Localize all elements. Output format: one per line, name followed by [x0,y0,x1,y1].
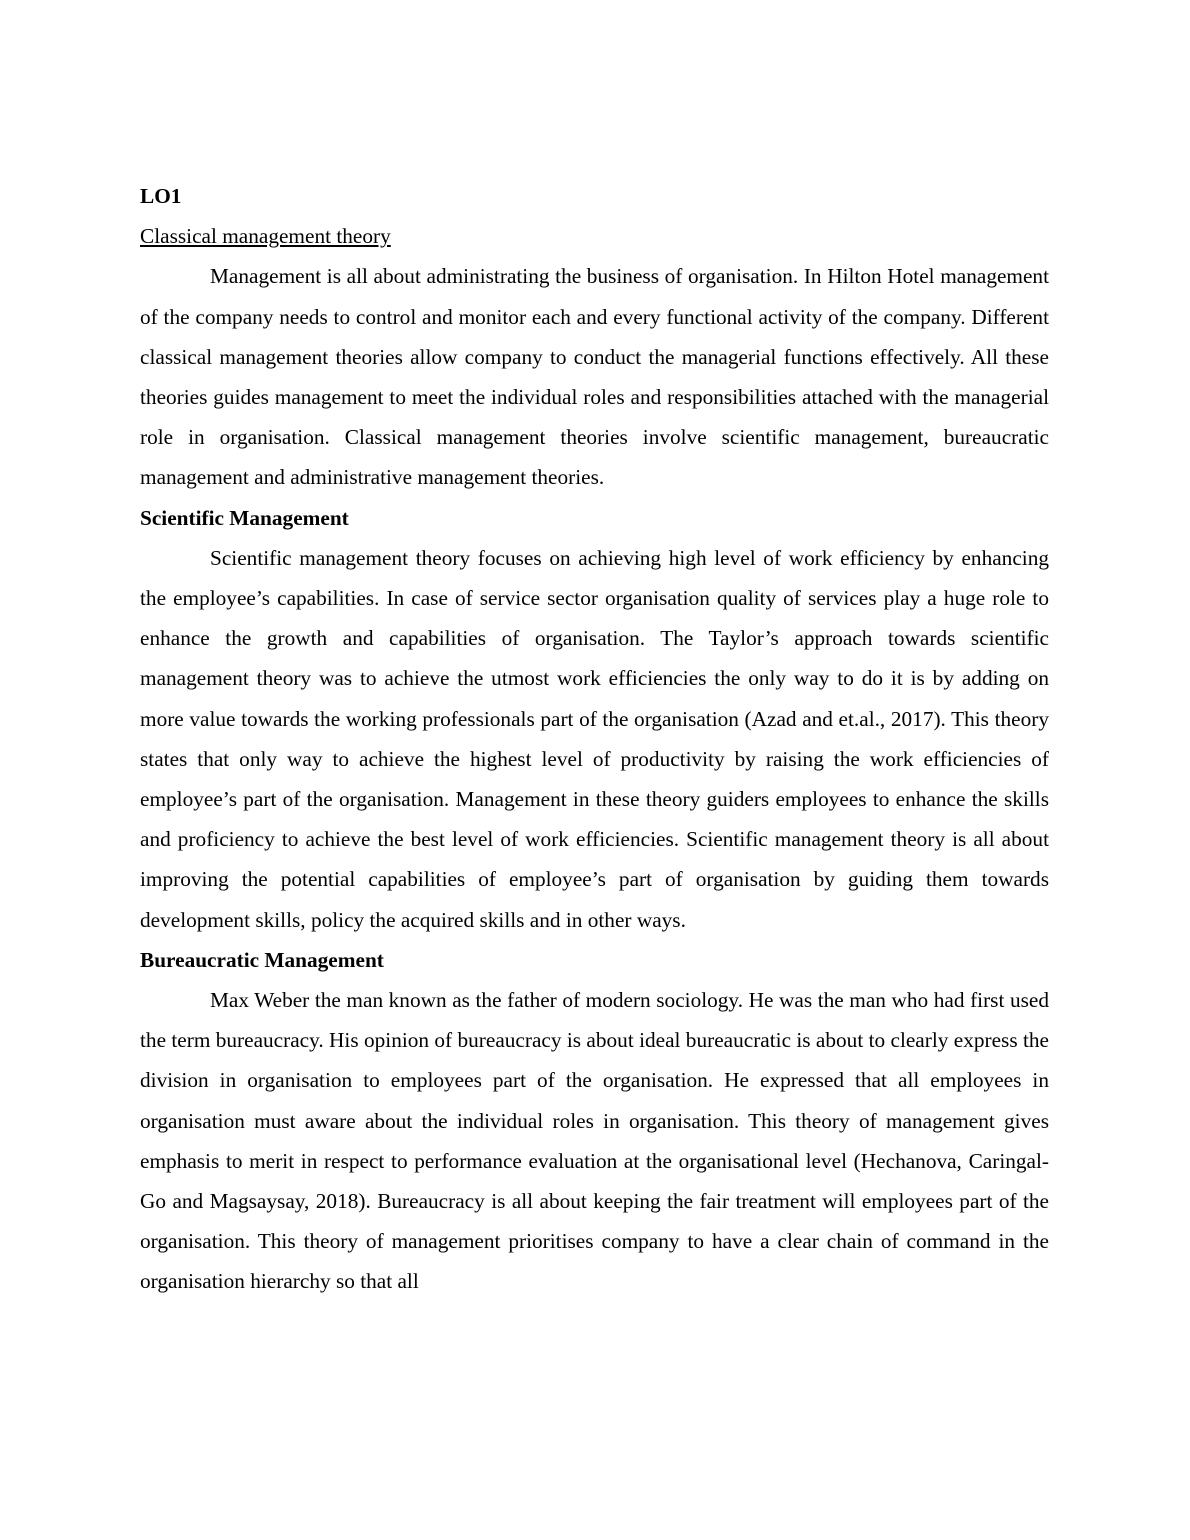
bureaucratic-management-paragraph: Max Weber the man known as the father of modern sociology. He was the man who had first used the term bureaucracy. His opinion of bureaucracy is about ideal bureaucratic is about to clearly express the division in organisation to employees part of the organisation. He expressed that all employees in organisation must aware about the individual roles in organisation. This theory of management gives emphasis to merit in respect to performance evaluation at the organisational level (Hechanova, Caringal-Go and Magsaysay, 2018). Bureaucracy is all about keeping the fair treatment will employees part of the organisation. This theory of management prioritises company to have a clear chain of command in the organisation hierarchy so that all [140,988,1049,1294]
scientific-management-heading: Scientific Management [140,505,349,530]
classical-theory-heading: Classical management theory [140,224,391,249]
document-body [140,176,1049,1302]
scientific-management-paragraph: Scientific management theory focuses on achieving high level of work efficiency by enhancing the employee’s capabilities. In case of service sector organisation quality of services play a huge role to enhance the growth and capabilities of organisation. The Taylor’s approach towards scientific management theory was to achieve the utmost work efficiencies the only way to do it is by adding on more value towards the working professionals part of the organisation (Azad and et.al., 2017). This theory states that only way to achieve the highest level of productivity by raising the work efficiencies of employee’s part of the organisation. Management in these theory guiders employees to enhance the skills and proficiency to achieve the best level of work efficiencies. Scientific management theory is all about improving the potential capabilities of employee’s part of organisation by guiding them towards development skills, policy the acquired skills and in other ways. [140,545,1049,932]
classical-theory-paragraph: Management is all about administrating the business of organisation. In Hilton Hotel management of the company needs to control and monitor each and every functional activity of the company. Different classical management theories allow company to conduct the managerial functions effectively. All these theories guides management to meet the individual roles and responsibilities attached with the managerial role in organisation. Classical management theories involve scientific management, bureaucratic management and administrative management theories. [140,264,1049,490]
lo-heading: LO1 [140,184,182,208]
bureaucratic-management-heading: Bureaucratic Management [140,947,384,972]
